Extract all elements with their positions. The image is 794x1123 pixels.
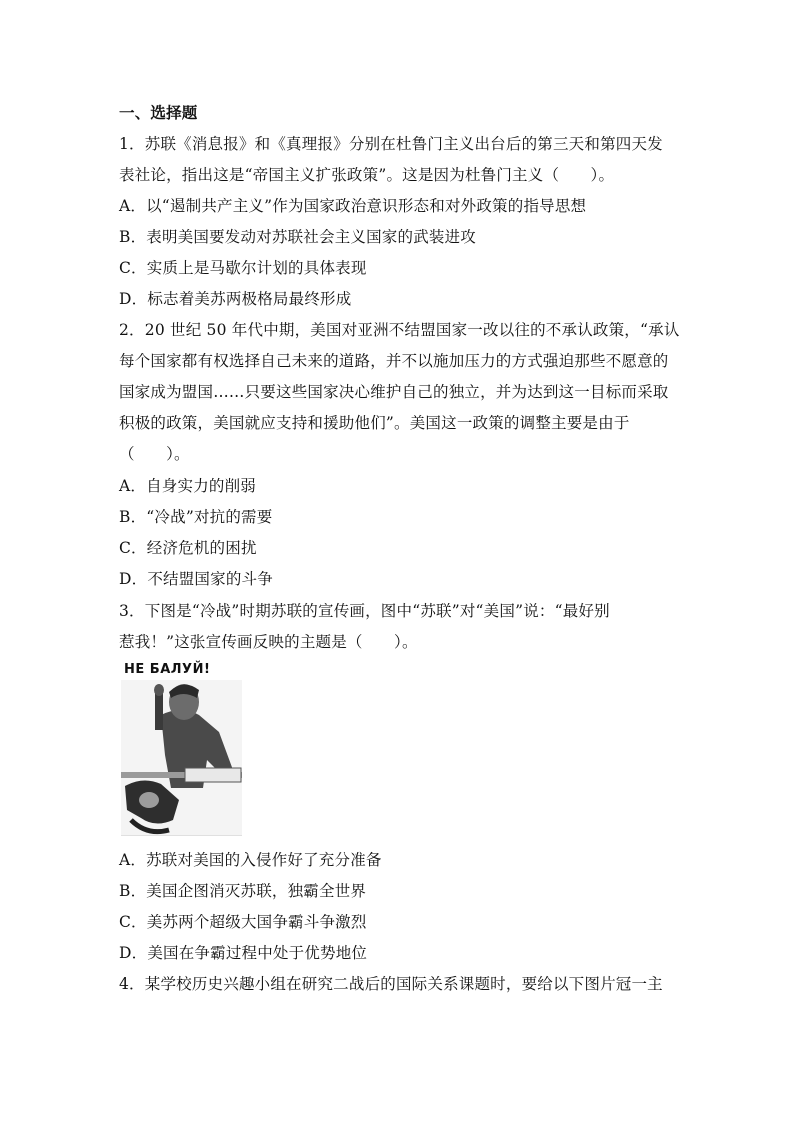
q1-option-a: A．以“遏制共产主义”作为国家政治意识形态和对外政策的指导思想 <box>119 197 587 215</box>
q3-option-a: A．苏联对美国的入侵作好了充分准备 <box>119 851 382 869</box>
q2-option-a: A．自身实力的削弱 <box>119 477 256 495</box>
q2-stem-line-4: 积极的政策，美国就应支持和援助他们”。美国这一政策的调整主要是由于 <box>119 414 630 432</box>
q3-option-b: B．美国企图消灭苏联，独霸全世界 <box>119 882 367 900</box>
q2-stem-line-5: （ ）。 <box>119 445 190 463</box>
poster-caption: НЕ БАЛУЙ! <box>124 662 211 677</box>
q1-option-b: B．表明美国要发动对苏联社会主义国家的武装进攻 <box>119 228 476 246</box>
q2-stem-line-3: 国家成为盟国……只要这些国家决心维护自己的独立，并为达到这一目标而采取 <box>119 383 669 401</box>
q1-option-d: D．标志着美苏两极格局最终形成 <box>119 290 352 308</box>
poster-illustration <box>121 660 242 836</box>
q2-stem-line-2: 每个国家都有权选择自己未来的道路，并不以施加压力的方式强迫那些不愿意的 <box>119 352 669 370</box>
q3-option-d: D．美国在争霸过程中处于优势地位 <box>119 944 368 962</box>
q2-stem-line-1: 2．20 世纪 50 年代中期，美国对亚洲不结盟国家一改以往的不承认政策，“承认 <box>119 321 680 339</box>
q2-option-b: B．“冷战”对抗的需要 <box>119 508 273 526</box>
q2-option-c: C．经济危机的困扰 <box>119 539 257 557</box>
q2-option-d: D．不结盟国家的斗争 <box>119 570 273 588</box>
q1-option-c: C．实质上是马歇尔计划的具体表现 <box>119 259 367 277</box>
q3-stem-line-2: 惹我！”这张宣传画反映的主题是（ ）。 <box>119 633 418 651</box>
q3-option-c: C．美苏两个超级大国争霸斗争激烈 <box>119 913 367 931</box>
q1-stem-line-2: 表社论，指出这是“帝国主义扩张政策”。这是因为杜鲁门主义（ ）。 <box>119 166 615 184</box>
q4-stem-line-1: 4．某学校历史兴趣小组在研究二战后的国际关系课题时，要给以下图片冠一主 <box>119 975 663 993</box>
soviet-propaganda-poster <box>121 660 242 836</box>
q3-stem-line-1: 3．下图是“冷战”时期苏联的宣传画，图中“苏联”对“美国”说：“最好别 <box>119 602 610 620</box>
section-title: 一、选择题 <box>119 103 198 122</box>
q1-stem-line-1: 1．苏联《消息报》和《真理报》分别在杜鲁门主义出台后的第三天和第四天发 <box>119 135 663 153</box>
